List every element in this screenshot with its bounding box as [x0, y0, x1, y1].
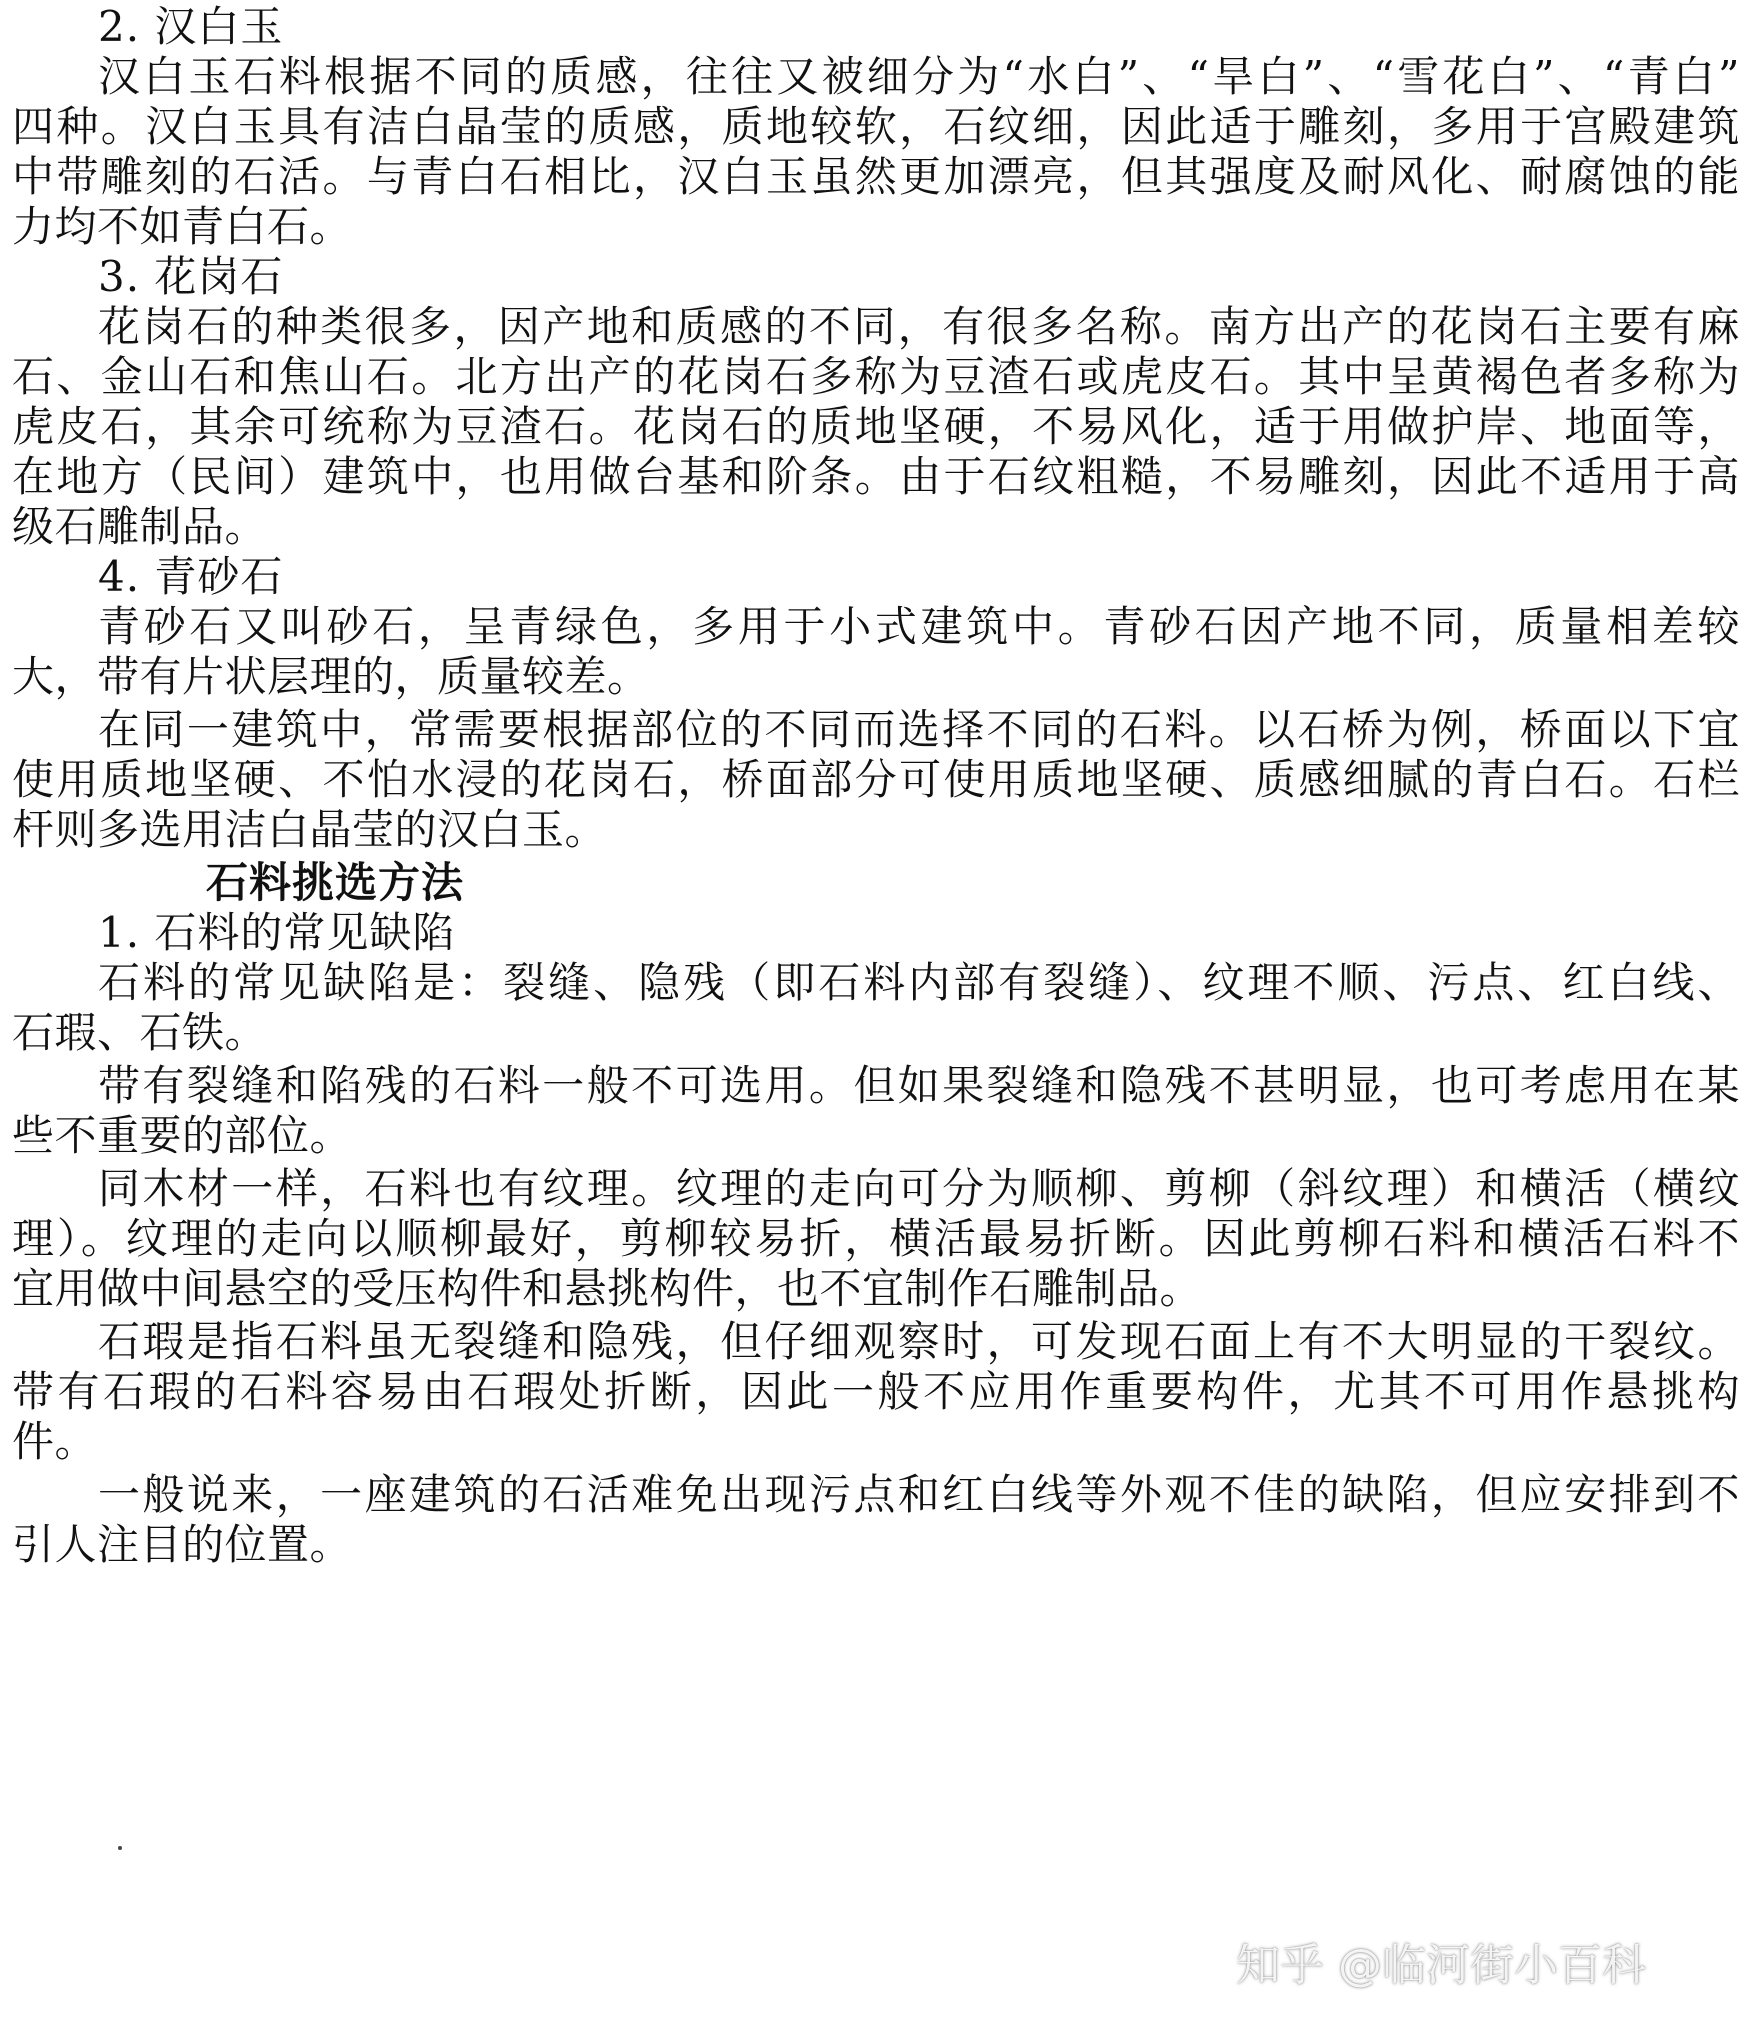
text-line: 些不重要的部位。 — [12, 1111, 353, 1160]
text-line: 大，带有片状层理的，质量较差。 — [12, 652, 650, 701]
watermark: 知乎 @临河街小百科 — [1236, 1940, 1646, 1991]
subtitle-defects: 1. 石料的常见缺陷 — [98, 908, 456, 957]
text-line: 花岗石的种类很多，因产地和质感的不同，有很多名称。南方出产的花岗石主要有麻 — [98, 302, 1740, 351]
text-line: 引人注目的位置。 — [12, 1520, 353, 1569]
text-line: 同木材一样，石料也有纹理。纹理的走向可分为顺柳、剪柳（斜纹理）和横活（横纹 — [98, 1164, 1740, 1213]
text-line: 使用质地坚硬、不怕水浸的花岗石，桥面部分可使用质地坚硬、质感细腻的青白石。石栏 — [12, 755, 1740, 804]
text-line: 石料的常见缺陷是：裂缝、隐残（即石料内部有裂缝）、纹理不顺、污点、红白线、 — [98, 958, 1740, 1007]
text-line: 汉白玉石料根据不同的质感，往往又被细分为“水白”、“旱白”、“雪花白”、“青白” — [98, 52, 1740, 101]
text-line: 带有石瑕的石料容易由石瑕处折断，因此一般不应用作重要构件，尤其不可用作悬挑构 — [12, 1367, 1740, 1416]
text-line: 中带雕刻的石活。与青白石相比，汉白玉虽然更加漂亮，但其强度及耐风化、耐腐蚀的能 — [12, 152, 1740, 201]
text-line: 在地方（民间）建筑中，也用做台基和阶条。由于石纹粗糙，不易雕刻，因此不适用于高 — [12, 452, 1740, 501]
text-line: 青砂石又叫砂石，呈青绿色，多用于小式建筑中。青砂石因产地不同，质量相差较 — [98, 602, 1740, 651]
text-line: 级石雕制品。 — [12, 502, 268, 551]
text-line: 理）。纹理的走向以顺柳最好，剪柳较易折，横活最易折断。因此剪柳石料和横活石料不 — [12, 1214, 1740, 1263]
scan-speck — [118, 1846, 122, 1850]
text-line: 在同一建筑中，常需要根据部位的不同而选择不同的石料。以石桥为例，桥面以下宜 — [98, 705, 1740, 754]
text-line: 杆则多选用洁白晶莹的汉白玉。 — [12, 805, 608, 854]
text-line: 宜用做中间悬空的受压构件和悬挑构件，也不宜制作石雕制品。 — [12, 1264, 1203, 1313]
subtitle-hanbaiyu: 2. 汉白玉 — [98, 2, 284, 51]
text-line: 石瑕是指石料虽无裂缝和隐残，但仔细观察时，可发现石面上有不大明显的干裂纹。 — [98, 1317, 1740, 1366]
text-line: 件。 — [12, 1417, 98, 1466]
text-line: 带有裂缝和陷残的石料一般不可选用。但如果裂缝和隐残不甚明显，也可考虑用在某 — [98, 1061, 1740, 1110]
text-line: 力均不如青白石。 — [12, 202, 353, 251]
text-line: 虎皮石，其余可统称为豆渣石。花岗石的质地坚硬，不易风化，适于用做护岸、地面等， — [12, 402, 1740, 451]
subtitle-huagangshi: 3. 花岗石 — [98, 252, 284, 301]
text-line: 石瑕、石铁。 — [12, 1008, 268, 1057]
text-line: 一般说来，一座建筑的石活难免出现污点和红白线等外观不佳的缺陷，但应安排到不 — [98, 1470, 1740, 1519]
subtitle-qingshashi: 4. 青砂石 — [98, 552, 284, 601]
section-heading: 石料挑选方法 — [206, 858, 465, 907]
text-line: 四种。汉白玉具有洁白晶莹的质感，质地较软，石纹细，因此适于雕刻，多用于宫殿建筑 — [12, 102, 1740, 151]
text-line: 石、金山石和焦山石。北方出产的花岗石多称为豆渣石或虎皮石。其中呈黄褐色者多称为 — [12, 352, 1740, 401]
